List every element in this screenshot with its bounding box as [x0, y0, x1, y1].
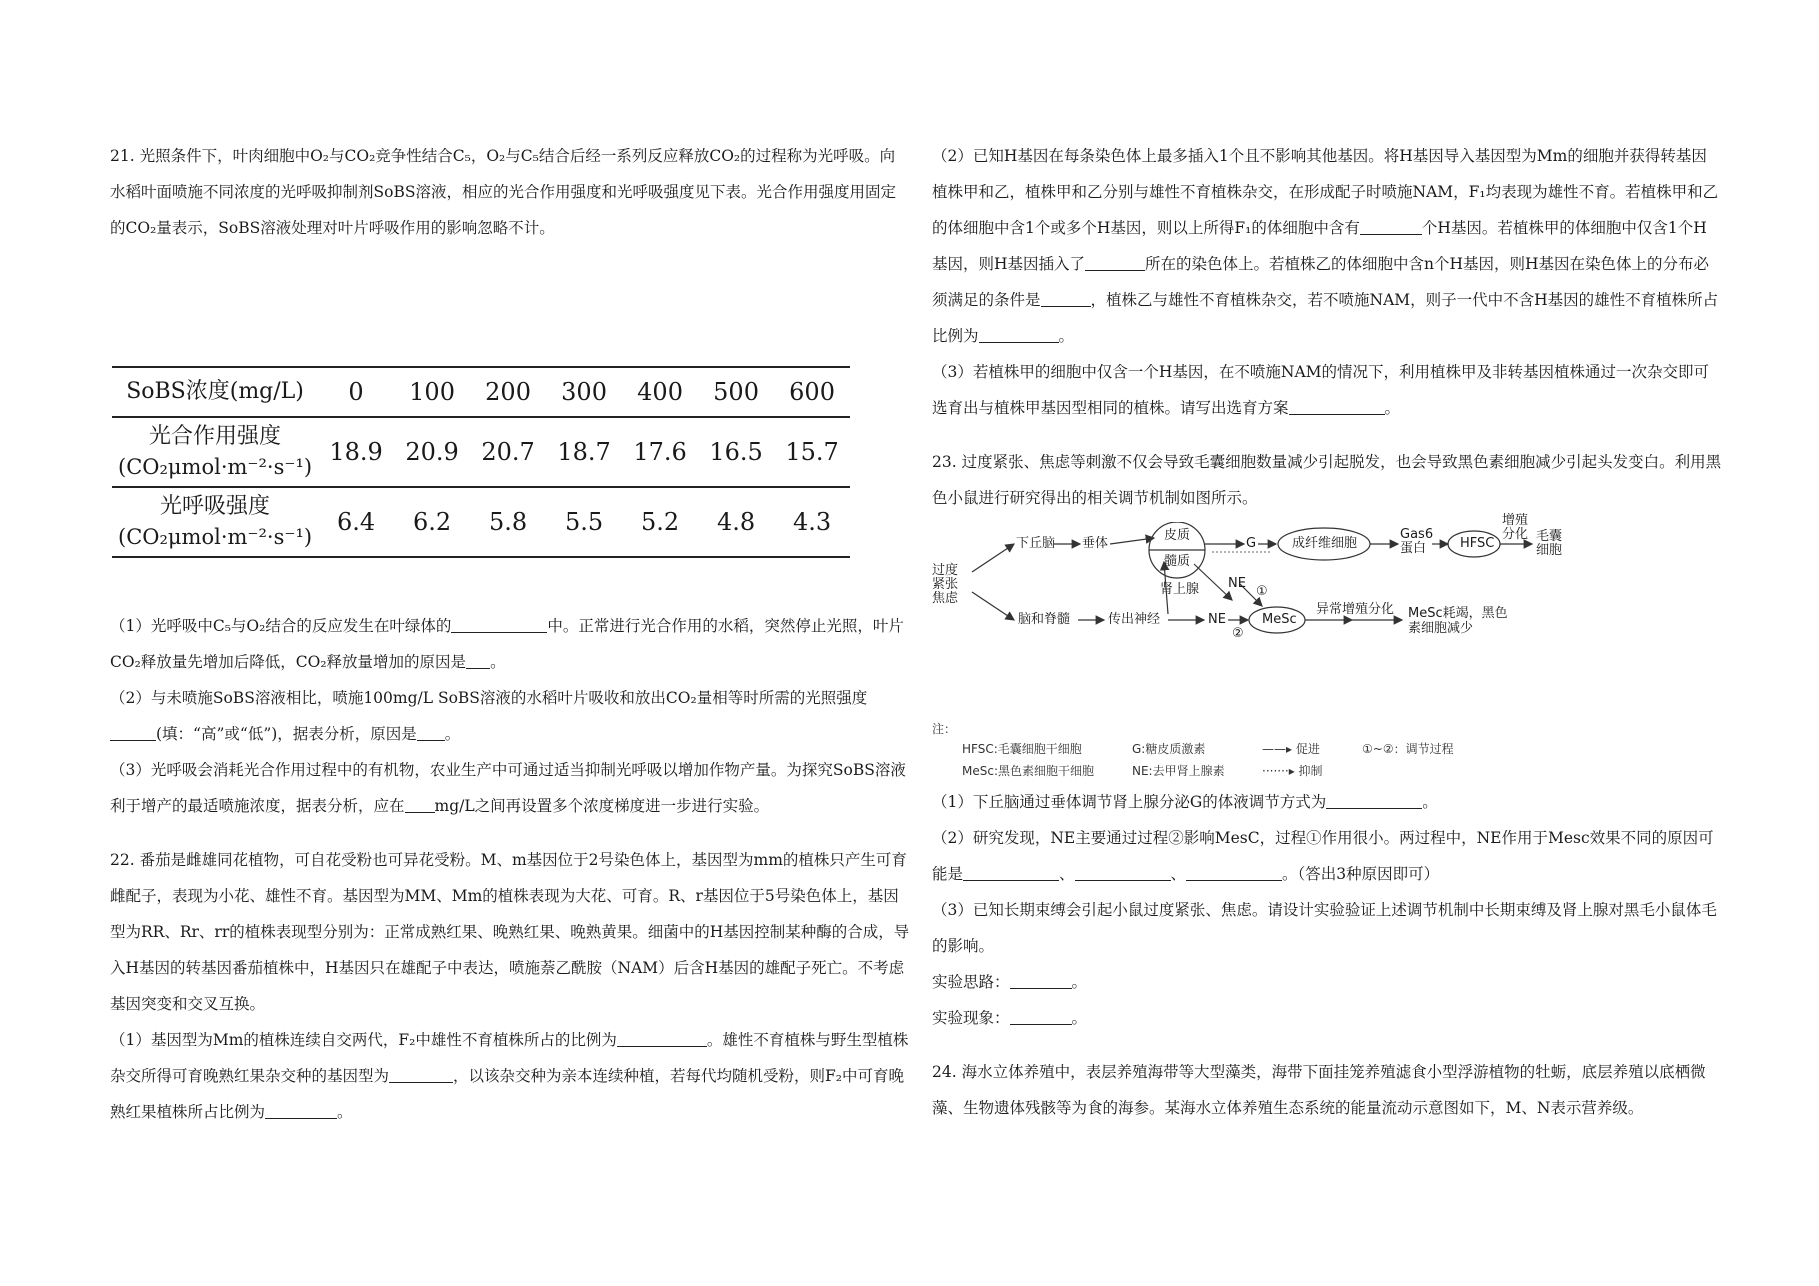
pituitary-label: 垂体: [1082, 536, 1109, 551]
table-cell: 4.8: [698, 487, 774, 557]
answer-blank[interactable]: [417, 722, 445, 741]
spacer: [110, 824, 910, 842]
answer-blank[interactable]: [405, 794, 435, 813]
answer-blank[interactable]: [389, 1064, 453, 1083]
photosynthesis-label: 光合作用强度: [149, 424, 282, 449]
note-inhibit: ·······▸ 抑制: [1262, 764, 1323, 778]
cortex-label: 皮质: [1164, 528, 1191, 543]
note-promote: ——▸ 促进: [1262, 742, 1320, 756]
table-cell: 16.5: [698, 417, 774, 487]
q21-stem: 21. 光照条件下，叶肉细胞中O₂与CO₂竞争性结合C₅，O₂与C₅结合后经一系列反应释放CO₂的过程称为光呼吸。向水稻叶面喷施不同浓度的光呼吸抑制剂SoBS溶液，相应的光合作用强度和光呼吸强度见下表。光合作用强度用固定的CO₂量表示，SoBS溶液处理对叶片呼吸作用的影响忽略不计。: [110, 147, 896, 237]
q21-sub2-text-b: (填：“高”或“低”)，据表分析，原因是: [156, 725, 417, 743]
answer-blank[interactable]: [1010, 1006, 1072, 1025]
answer-blank[interactable]: [265, 1100, 337, 1119]
gas6-label: Gas6蛋白: [1400, 527, 1434, 556]
q21-sub3: [110, 752, 910, 824]
punct: 。: [1071, 1009, 1088, 1027]
g-label: G: [1246, 536, 1257, 551]
spacer: [110, 246, 910, 366]
q23-idea: [932, 964, 1722, 1000]
note-ne: NE:去甲肾上腺素: [1132, 764, 1225, 778]
note-inhibit-text: 抑制: [1298, 764, 1323, 778]
table-cell: 15.7: [774, 417, 850, 487]
punct: 、: [1170, 865, 1187, 883]
table-cell: 5.5: [546, 487, 622, 557]
q22-sub1: [110, 1022, 910, 1130]
hypothalamus-label: 下丘脑: [1016, 536, 1056, 551]
q23-sub2-text-a: （2）研究发现，NE主要通过过程②影响MesC，过程①作用很小。两过程中，NE作用于Mesc效果不同的原因可能是: [932, 829, 1714, 883]
punct: 。: [444, 725, 461, 743]
spacer: [932, 426, 1722, 444]
table-header-label: SoBS浓度(mg/L): [112, 367, 318, 417]
brain-spinal-label: 脑和脊髓: [1018, 612, 1071, 627]
q23-phenom: [932, 1000, 1722, 1036]
answer-blank[interactable]: [617, 1028, 707, 1047]
table-cell: 5.8: [470, 487, 546, 557]
q22-sub2-text-c: 所在的染色体上。若植株乙的体细胞中含n个H基因，则H基因在染色体上的分布必须满足的条件是: [932, 255, 1710, 309]
q22-sub2-text-a: （2）已知H基因在每条染色体上最多插入1个且不影响其他基因。将H基因导入基因型为Mm的细胞并获得转基因植株甲和乙，植株甲和乙分别与雄性不育植株杂交，在形成配子时喷施NAM，F₁均表现为雄性不育。若植株甲和乙的体细胞中含1个或多个H基因，则以上所得F₁的体细胞中含有: [932, 147, 1719, 237]
table-conc: 0: [318, 367, 394, 417]
punct: 。: [1384, 399, 1401, 417]
q22-sub2-text-b: 个H基因。若植株甲的体细胞中仅含1个H基因，则H基因插入了: [932, 219, 1707, 273]
table-cell: 17.6: [622, 417, 698, 487]
stress-label: 过度紧张焦虑: [932, 563, 959, 606]
table-row: [112, 417, 850, 487]
table-row: [112, 367, 850, 417]
table-conc: 200: [470, 367, 546, 417]
q21-sub2-text-a: （2）与未喷施SoBS溶液相比，喷施100mg/L SoBS溶液的水稻叶片吸收和放出CO₂量相等时所需的光照强度: [110, 689, 868, 707]
ne-label: NE: [1228, 576, 1246, 591]
q22-sub1-text-a: （1）基因型为Mm的植株连续自交两代，F₂中雄性不育植株所占的比例为: [110, 1031, 617, 1049]
note-mesc: MeSc:黑色素细胞干细胞: [962, 764, 1094, 778]
q23-sub1-text-a: （1）下丘脑通过垂体调节肾上腺分泌G的体液调节方式为: [932, 793, 1327, 811]
answer-blank[interactable]: [979, 324, 1059, 343]
punct: 。: [490, 653, 506, 671]
q21-sub1-text-a: （1）光呼吸中C₅与O₂结合的反应发生在叶绿体的: [110, 617, 452, 635]
ne-label: NE: [1208, 612, 1226, 627]
notes-title: 注：: [932, 722, 957, 736]
q21-sub3-text-a: （3）光呼吸会消耗光合作用过程中的有机物，农业生产中可通过适当抑制光呼吸以增加作物产量。为探究SoBS溶液利于增产的最适喷施浓度，据表分析，应在: [110, 761, 906, 815]
table-row-label: [112, 417, 318, 487]
hfsc-label: HFSC: [1460, 536, 1495, 551]
q22-sub2-text-d: ，植株乙与雄性不育植株杂交，若不喷施NAM，则子一代中不含H基因的雄性不育植株所占比例为: [932, 291, 1719, 345]
q24-stem: 24. 海水立体养殖中，表层养殖海带等大型藻类，海带下面挂笼养殖滤食小型浮游植物的牡蛎，底层养殖以底栖微藻、生物遗体残骸等为食的海参。某海水立体养殖生态系统的能量流动示意图如下，M、N表示营养级。: [932, 1063, 1706, 1117]
note-promote-text: 促进: [1295, 742, 1320, 756]
note-g: G:糖皮质激素: [1132, 742, 1206, 756]
process-1-label: ①: [1256, 584, 1268, 599]
q22-sub1-text-b: 。雄性不育植株与野生型植株杂交所得可育晚熟红果杂交种的基因型为: [110, 1031, 909, 1085]
spacer: [110, 558, 910, 608]
table-cell: 18.7: [546, 417, 622, 487]
answer-blank[interactable]: [1010, 970, 1072, 989]
punct: 、: [1059, 865, 1075, 883]
answer-blank[interactable]: [1085, 252, 1145, 271]
q22-stem: 22. 番茄是雌雄同花植物，可自花受粉也可异花受粉。M、m基因位于2号染色体上，基因型为mm的植株只产生可育雌配子，表现为小花、雄性不育。基因型为MM、Mm的植株表现为大花、可育。R、r基因位于5号染色体上，基因型为RR、Rr、rr的植株表现型分别为：正常成熟红果、晚熟红果、晚熟黄果。细菌中的H基因控制某种酶的合成，导入H基因的转基因番茄植株中，H基因只在雄配子中表达，喷施萘乙酰胺（NAM）后含H基因的雄配子死亡。不考虑基因突变和交叉互换。: [110, 851, 910, 1013]
q22-sub2: [932, 138, 1722, 354]
efferent-label: 传出神经: [1108, 612, 1161, 627]
answer-blank[interactable]: [451, 614, 547, 633]
table-cell: 18.9: [318, 417, 394, 487]
medulla-label: 髓质: [1164, 554, 1191, 569]
table-conc: 600: [774, 367, 850, 417]
punct: 。: [337, 1103, 353, 1121]
punct: 。: [1422, 793, 1438, 811]
table-conc: 400: [622, 367, 698, 417]
q21-sub2: [110, 680, 910, 752]
unit-label: (CO₂μmol·m⁻²·s⁻¹): [118, 455, 313, 479]
q21-sub1: [110, 608, 910, 680]
result-label: MeSc耗竭，黑色素细胞减少: [1408, 606, 1508, 636]
answer-blank[interactable]: [1075, 862, 1171, 881]
table-cell: 20.9: [394, 417, 470, 487]
q23-sub2: [932, 820, 1722, 892]
answer-blank[interactable]: [110, 722, 156, 741]
answer-blank[interactable]: [963, 862, 1059, 881]
photorespiration-label: 光呼吸强度: [160, 494, 271, 519]
q23-sub1: [932, 784, 1722, 820]
follicle-label: 毛囊细胞: [1536, 529, 1563, 558]
mesc-label: MeSc: [1262, 612, 1297, 627]
q22-sub3: [932, 354, 1722, 426]
punct: 。: [1071, 973, 1088, 991]
q23-stem: 23. 过度紧张、焦虑等刺激不仅会导致毛囊细胞数量减少引起脱发，也会导致黑色素细胞减少引起头发变白。利用黑色小鼠进行研究得出的相关调节机制如图所示。: [932, 453, 1722, 507]
q23-sub2-text-b: 。（答出3种原因即可）: [1282, 865, 1440, 883]
left-column: [110, 138, 910, 1130]
sobs-data-table: [112, 366, 850, 558]
process-2-label: ②: [1232, 626, 1244, 641]
answer-blank[interactable]: [1041, 288, 1091, 307]
spacer: [932, 1036, 1722, 1054]
right-column: [932, 138, 1722, 1126]
q22-sub3-text-a: （3）若植株甲的细胞中仅含一个H基因，在不喷施NAM的情况下，利用植株甲及非转基因植株通过一次杂交即可选育出与植株甲基因型相同的植株。请写出选育方案: [932, 363, 1710, 417]
q23-sub3: （3）已知长期束缚会引起小鼠过度紧张、焦虑。请设计实验验证上述调节机制中长期束缚及肾上腺对黑毛小鼠体毛的影响。: [932, 901, 1717, 955]
unit-label: (CO₂μmol·m⁻²·s⁻¹): [118, 525, 313, 549]
regulation-diagram: [932, 513, 1572, 722]
table-conc: 500: [698, 367, 774, 417]
punct: 。: [1058, 327, 1075, 345]
phenom-label: 实验现象：: [932, 1009, 1010, 1027]
table-row-label: [112, 487, 318, 557]
note-hfsc: HFSC:毛囊细胞干细胞: [962, 742, 1082, 756]
fibroblast-label: 成纤维细胞: [1292, 536, 1358, 551]
answer-blank[interactable]: [1186, 862, 1282, 881]
idea-label: 实验思路：: [932, 973, 1010, 991]
q21-sub1-text-b: 中。正常进行光合作用的水稻，突然停止光照，叶片CO₂释放量先增加后降低，CO₂释放量增加的原因是: [110, 617, 904, 671]
table-conc: 100: [394, 367, 470, 417]
q21-sub3-text-b: mg/L之间再设置多个浓度梯度进一步进行实验。: [434, 797, 770, 815]
table-cell: 20.7: [470, 417, 546, 487]
answer-blank[interactable]: [1326, 790, 1422, 809]
table-cell: 6.2: [394, 487, 470, 557]
abnormal-label: 异常增殖分化: [1316, 602, 1395, 617]
answer-blank[interactable]: [466, 650, 490, 669]
table-cell: 6.4: [318, 487, 394, 557]
proliferate-label: 增殖分化: [1502, 513, 1529, 542]
answer-blank[interactable]: [1360, 216, 1422, 235]
table-conc: 300: [546, 367, 622, 417]
answer-blank[interactable]: [1289, 396, 1385, 415]
q22-sub1-text-c: ，以该杂交种为亲本连续种植，若每代均随机受粉，则F₂中可育晚熟红果植株所占比例为: [110, 1067, 904, 1121]
table-cell: 5.2: [622, 487, 698, 557]
table-row: [112, 487, 850, 557]
note-process: ①~②：调节过程: [1362, 742, 1454, 756]
diagram-notes: [932, 722, 1552, 784]
adrenal-label: 肾上腺: [1160, 582, 1200, 597]
table-cell: 4.3: [774, 487, 850, 557]
